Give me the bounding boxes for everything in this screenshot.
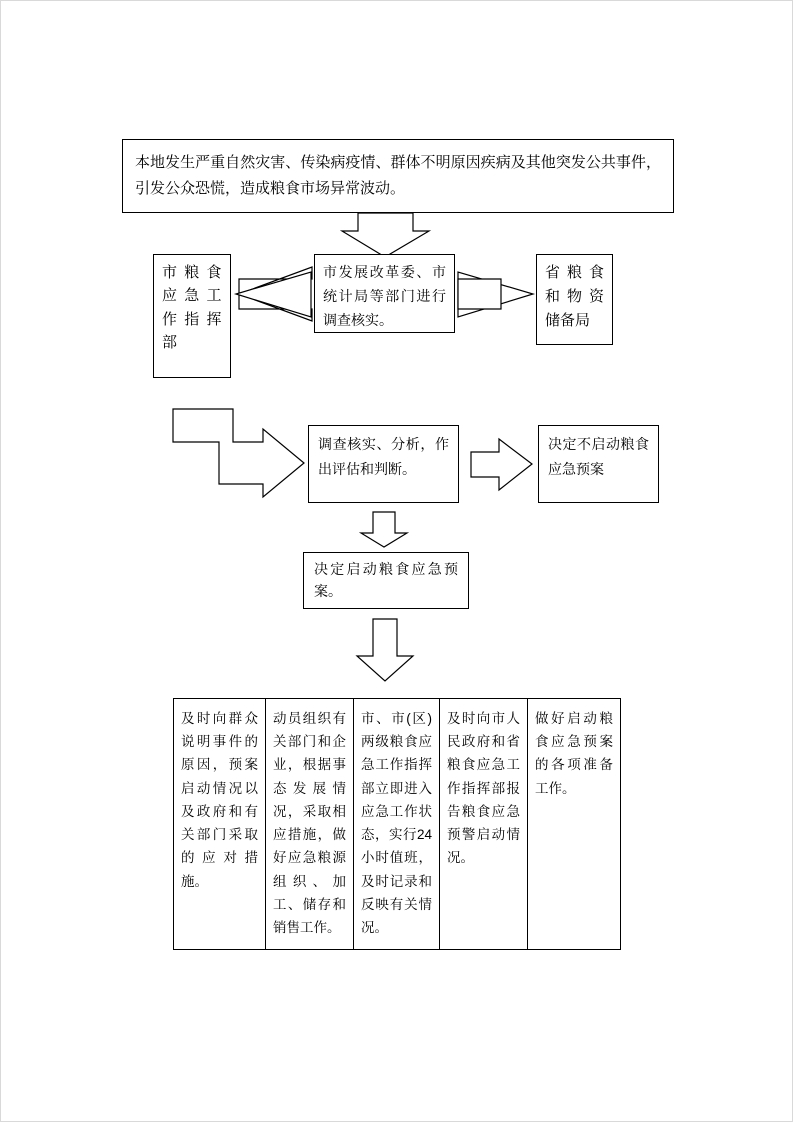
measure-column-4: 及时向市人民政府和省粮食应急工作指挥部报告粮食应急预警启动情况。 — [440, 699, 528, 949]
investigation-text: 市发展改革委、市统计局等部门进行调查核实。 — [323, 264, 446, 328]
activation-decision-text: 决定启动粮食应急预案。 — [314, 561, 458, 599]
event-description-text: 本地发生严重自然灾害、传染病疫情、群体不明原因疾病及其他突发公共事件，引发公众恐慌，造成粮食市场异常波动。 — [135, 153, 661, 197]
measure-column-1: 及时向群众说明事件的原因，预案启动情况以及政府和有关部门采取的应对措施。 — [174, 699, 266, 949]
province-bureau-text: 省粮食和物资储备局 — [545, 264, 604, 329]
no-activation-decision-box — [538, 425, 659, 503]
arrow-investigate-to-city — [239, 267, 312, 321]
arrow-elbow-to-analysis — [173, 409, 304, 497]
province-bureau-box — [536, 254, 613, 345]
measures-row — [173, 698, 621, 950]
event-description-box — [122, 139, 674, 213]
analysis-judgement-box — [308, 425, 459, 503]
city-grain-command-box — [153, 254, 231, 378]
arrow-activate-to-measures — [357, 619, 413, 681]
measure-column-5: 做好启动粮食应急预案的各项准备工作。 — [535, 711, 613, 796]
arrow-investigate-to-city-head — [236, 272, 311, 317]
measure-column-2: 动员组织有关部门和企业，根据事态发展情况，采取相应措施，做好应急粮源组织、加工、储存和销售工作。 — [266, 699, 354, 949]
activation-decision-box — [303, 552, 469, 609]
no-activation-decision-text: 决定不启动粮食应急预案 — [548, 436, 649, 477]
investigation-box — [314, 254, 455, 333]
arrow-analysis-to-activate — [361, 512, 407, 547]
arrow-event-to-investigate — [342, 213, 429, 257]
measure-column-3: 市、市(区)两级粮食应急工作指挥部立即进入应急工作状态，实行24小时值班，及时记录和反映有关情况。 — [354, 699, 440, 949]
arrow-investigate-to-province — [458, 272, 533, 317]
arrow-investigate-to-province-body — [458, 279, 501, 309]
analysis-judgement-text: 调查核实、分析，作出评估和判断。 — [318, 436, 449, 477]
arrow-analysis-to-no-activate — [471, 439, 532, 490]
city-grain-command-text: 市粮食应急工作指挥部 — [162, 264, 222, 351]
